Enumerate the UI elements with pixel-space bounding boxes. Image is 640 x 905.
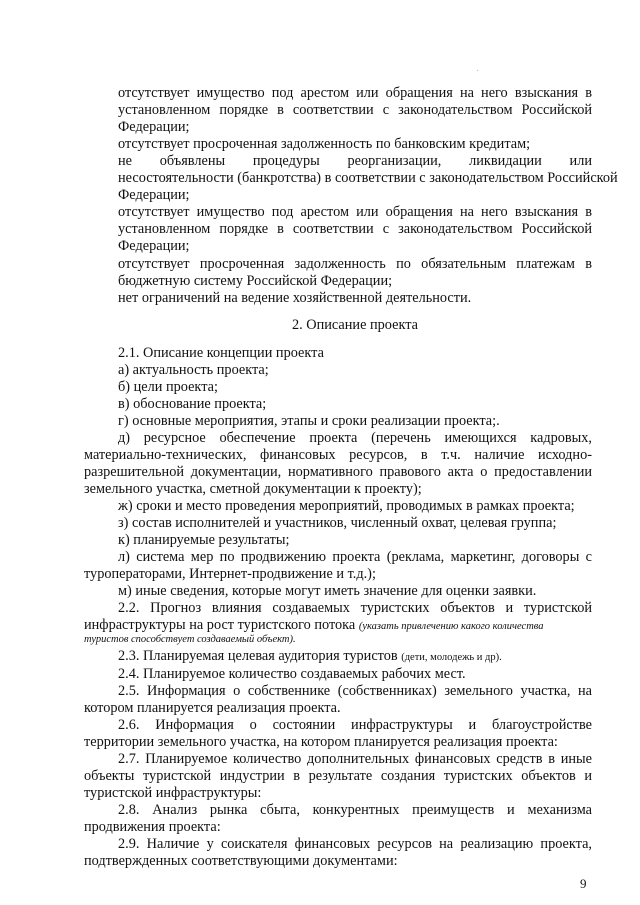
page-number: 9 xyxy=(580,876,587,891)
text-line: Федерации; xyxy=(118,187,190,203)
text-line: отсутствует имущество под арестом или обращения на него взыскания в xyxy=(118,204,592,220)
text-line: подтвержденных соответствующими документами: xyxy=(84,853,398,869)
text-line: земельного участка, сметной документации к проекту); xyxy=(84,481,422,497)
text-line xyxy=(118,648,502,666)
text-line: материально-технических, финансовых ресурсов, в т.ч. наличие исходно- xyxy=(84,447,592,463)
list-item: д) ресурсное обеспечение проекта (перечень имеющихся кадровых, xyxy=(118,430,592,446)
text-line: 2.9. Наличие у соискателя финансовых ресурсов на реализацию проекта, xyxy=(118,836,592,852)
text-line: отсутствует просроченная задолженность по банковским кредитам; xyxy=(118,136,531,152)
text-line: котором планируется реализация проекта. xyxy=(84,700,341,716)
text-line: 2.7. Планируемое количество дополнительных финансовых средств в иные xyxy=(118,751,592,767)
list-item: м) иные сведения, которые могут иметь значение для оценки заявки. xyxy=(118,583,537,599)
text-line: продвижения проекта: xyxy=(84,819,221,835)
text-line: нет ограничений на ведение хозяйственной деятельности. xyxy=(118,290,472,306)
text-line: Федерации; xyxy=(118,119,190,135)
section-heading: 2. Описание проекта xyxy=(291,317,418,333)
text-line: несостоятельности (банкротства) в соответствии с законодательством Российской xyxy=(118,170,618,186)
text-line: 2.4. Планируемое количество создаваемых рабочих мест. xyxy=(118,666,466,682)
text-line: объекты туристской индустрии в результате создания туристских объектов и xyxy=(84,768,592,784)
list-item: к) планируемые результаты; xyxy=(118,532,290,548)
text-line: туристской инфраструктуры: xyxy=(84,785,262,801)
text-line: бюджетную систему Российской Федерации; xyxy=(118,273,393,289)
text-line: туроператорами, Интернет-продвижение и т.д.); xyxy=(84,566,376,582)
list-item: ж) сроки и место проведения мероприятий, проводимых в рамках проекта; xyxy=(118,498,575,514)
list-item: г) основные мероприятия, этапы и сроки реализации проекта;. xyxy=(118,413,500,429)
note-line: туристов способствует создаваемый объект). xyxy=(84,634,296,645)
note-fragment: (дети, молодежь и др). xyxy=(401,652,502,663)
text-fragment: 2.3. Планируемая целевая аудитория туристов xyxy=(118,648,398,664)
text-line: установленном порядке в соответствии с законодательством Российской xyxy=(118,221,592,237)
text-line: отсутствует имущество под арестом или обращения на него взыскания в xyxy=(118,85,592,101)
text-line: 2.8. Анализ рынка сбыта, конкурентных преимуществ и механизма xyxy=(118,802,592,818)
text-line: установленном порядке в соответствии с законодательством Российской xyxy=(118,102,592,118)
scan-speck: · xyxy=(476,66,480,77)
text-line: территории земельного участка, на котором планируется реализация проекта: xyxy=(84,734,558,750)
text-line: 2.1. Описание концепции проекта xyxy=(118,345,324,361)
list-item: л) система мер по продвижению проекта (реклама, маркетинг, договоры с xyxy=(118,549,592,565)
text-line: отсутствует просроченная задолженность по обязательным платежам в xyxy=(118,256,592,272)
list-item: з) состав исполнителей и участников, численный охват, целевая группа; xyxy=(118,515,557,531)
text-line: разрешительной документации, нормативного правового акта о предоставлении xyxy=(84,464,592,480)
list-item: б) цели проекта; xyxy=(118,379,218,395)
text-line: 2.6. Информация о состоянии инфраструктуры и благоустройстве xyxy=(118,717,592,733)
list-item: а) актуальность проекта; xyxy=(118,362,269,378)
text-line: не объявлены процедуры реорганизации, ликвидации или xyxy=(118,153,592,169)
text-fragment: инфраструктуры на рост туристского потока xyxy=(84,617,356,633)
list-item: в) обоснование проекта; xyxy=(118,396,267,412)
text-line: 2.2. Прогноз влияния создаваемых туристских объектов и туристской xyxy=(118,600,592,616)
text-line: 2.5. Информация о собственнике (собственниках) земельного участка, на xyxy=(118,683,592,699)
text-line: Федерации; xyxy=(118,238,190,254)
note-fragment: (указать привлечению какого количества xyxy=(358,621,544,632)
